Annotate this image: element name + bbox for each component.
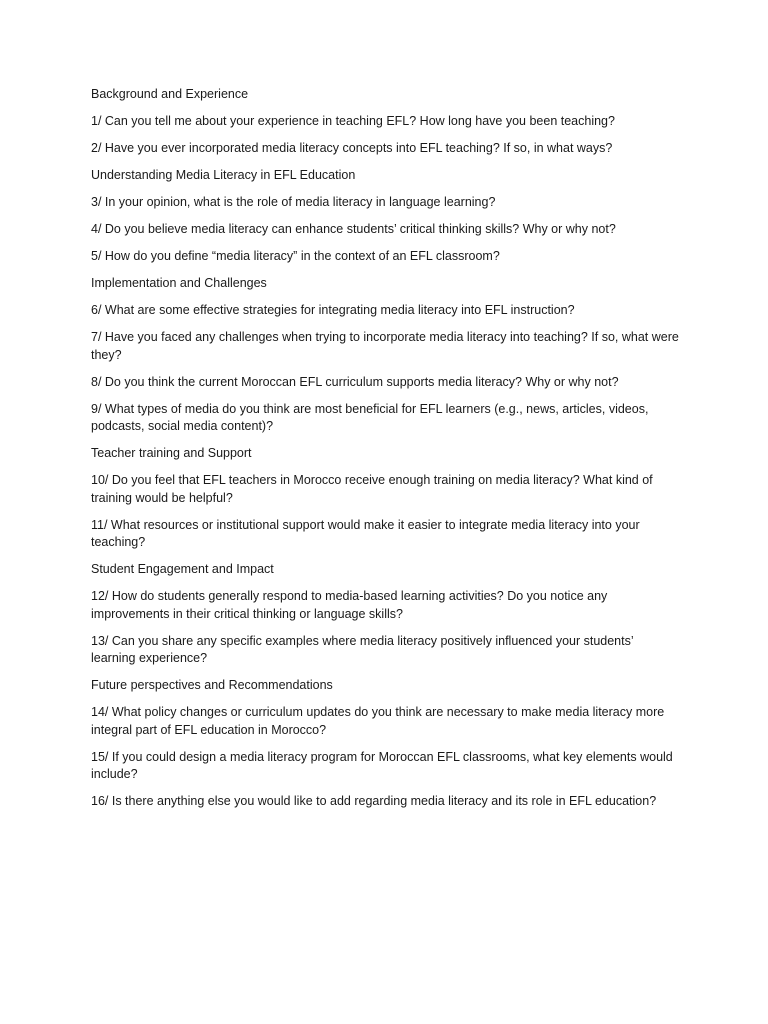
question-3: 3/ In your opinion, what is the role of media literacy in language learning? <box>91 195 496 209</box>
question-1: 1/ Can you tell me about your experience in teaching EFL? How long have you been teaching? <box>91 114 615 128</box>
question-8: 8/ Do you think the current Moroccan EFL curriculum supports media literacy? Why or why not? <box>91 374 619 389</box>
section-heading-future: Future perspectives and Recommendations <box>91 678 333 692</box>
question-5: 5/ How do you define “media literacy” in the context of an EFL classroom? <box>91 249 500 263</box>
question-11: 11/ What resources or institutional support would make it easier to integrate media literacy into your teaching? <box>91 517 640 549</box>
section-heading-understanding: Understanding Media Literacy in EFL Education <box>91 168 356 182</box>
question-2: 2/ Have you ever incorporated media literacy concepts into EFL teaching? If so, in what ways? <box>91 141 613 155</box>
question-9: 9/ What types of media do you think are most beneficial for EFL learners (e.g., news, articles, videos, podcasts, social media content)? <box>91 401 649 433</box>
question-10: 10/ Do you feel that EFL teachers in Morocco receive enough training on media literacy? What kind of training would be helpful? <box>91 473 653 505</box>
question-4: 4/ Do you believe media literacy can enhance students’ critical thinking skills? Why or why not? <box>91 222 616 236</box>
question-7: 7/ Have you faced any challenges when trying to incorporate media literacy into teaching? If so, what were they? <box>91 330 679 362</box>
question-15: 15/ If you could design a media literacy program for Moroccan EFL classrooms, what key elements would include? <box>91 749 673 781</box>
question-13: 13/ Can you share any specific examples where media literacy positively influenced your students’ learning experience? <box>91 633 634 665</box>
document-body <box>91 86 681 820</box>
question-14: 14/ What policy changes or curriculum updates do you think are necessary to make media literacy more integral part of EFL education in Morocco? <box>91 705 665 737</box>
section-heading-teacher-training: Teacher training and Support <box>91 446 252 460</box>
question-12: 12/ How do students generally respond to media-based learning activities? Do you notice any improvements in their critical thinking or language skills? <box>91 589 608 621</box>
section-heading-student-engagement: Student Engagement and Impact <box>91 562 274 576</box>
section-heading-implementation: Implementation and Challenges <box>91 276 267 290</box>
section-heading-background: Background and Experience <box>91 87 249 101</box>
question-6: 6/ What are some effective strategies for integrating media literacy into EFL instruction? <box>91 303 575 317</box>
question-16: 16/ Is there anything else you would like to add regarding media literacy and its role in EFL education? <box>91 794 657 808</box>
